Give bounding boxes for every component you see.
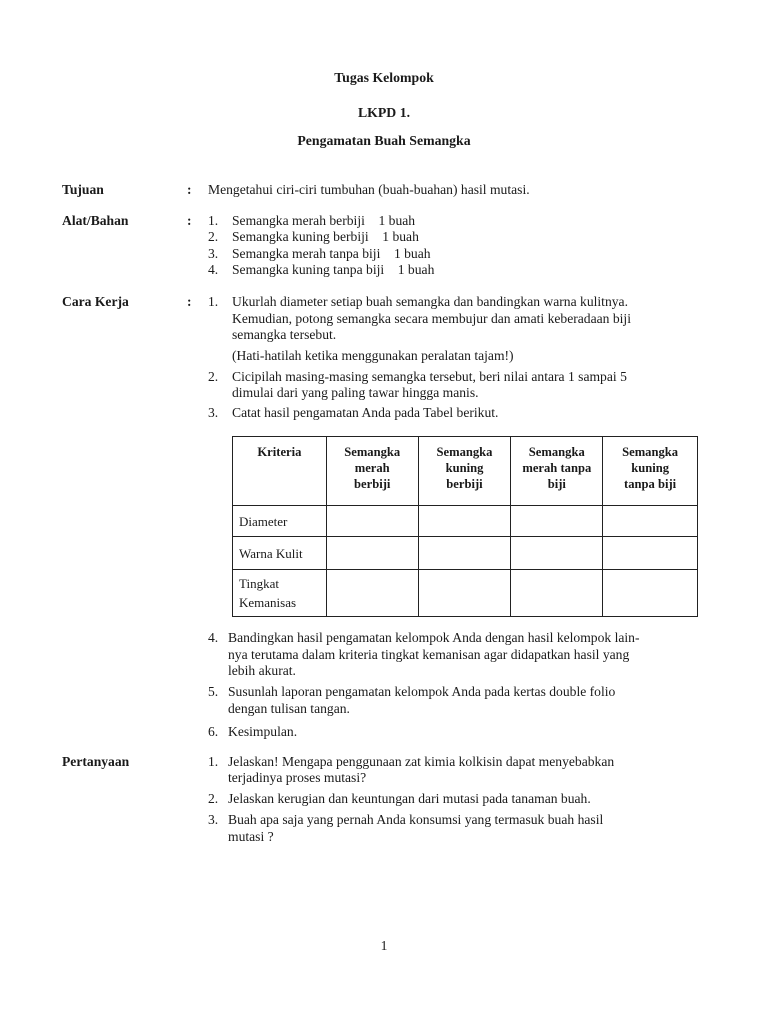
table-header-cell bbox=[326, 437, 418, 506]
list-item: Semangka merah berbiji 1 buah bbox=[232, 213, 416, 228]
header-text: Semangka bbox=[344, 445, 401, 459]
empty-cell bbox=[418, 506, 511, 537]
header-text: merah bbox=[354, 461, 390, 475]
tujuan-text: Mengetahui ciri-ciri tumbuhan (buah-buahan) hasil mutasi. bbox=[208, 182, 530, 197]
step-text: Cicipilah masing-masing semangka tersebut, beri nilai antara 1 sampai 5 bbox=[232, 369, 627, 384]
header-text: Semangka bbox=[622, 445, 679, 459]
empty-cell bbox=[603, 537, 698, 570]
empty-cell bbox=[326, 506, 418, 537]
step-text: Kemudian, potong semangka secara membujur dan amati keberadaan biji bbox=[232, 311, 631, 326]
step-number: 1. bbox=[208, 294, 219, 309]
empty-cell bbox=[511, 570, 603, 617]
step-text: Catat hasil pengamatan Anda pada Tabel berikut. bbox=[232, 405, 499, 420]
table-header-row bbox=[233, 437, 698, 506]
header-text: Semangka bbox=[528, 445, 585, 459]
step-text: Susunlah laporan pengamatan kelompok Anda pada kertas double folio bbox=[228, 684, 616, 699]
document-title: Tugas Kelompok bbox=[334, 70, 434, 85]
table-row bbox=[233, 506, 698, 537]
list-item-number: 3. bbox=[208, 246, 219, 261]
step-text: Kesimpulan. bbox=[228, 724, 298, 739]
header-text: kuning bbox=[445, 461, 484, 475]
empty-cell bbox=[418, 570, 511, 617]
step-text: Ukurlah diameter setiap buah semangka dan bandingkan warna kulitnya. bbox=[232, 294, 628, 309]
empty-cell bbox=[603, 570, 698, 617]
step-text: Bandingkan hasil pengamatan kelompok Anda dengan hasil kelompok lain- bbox=[228, 630, 640, 645]
question-number: 2. bbox=[208, 791, 219, 806]
empty-cell bbox=[418, 537, 511, 570]
safety-note: (Hati-hatilah ketika menggunakan peralatan tajam!) bbox=[232, 348, 514, 363]
question-number: 3. bbox=[208, 812, 219, 827]
step-number: 3. bbox=[208, 405, 219, 420]
list-item: Semangka merah tanpa biji 1 buah bbox=[232, 246, 431, 261]
question-text: mutasi ? bbox=[228, 829, 274, 844]
question-number: 1. bbox=[208, 754, 219, 769]
alat-label: Alat/Bahan bbox=[62, 213, 129, 228]
table-header-cell bbox=[603, 437, 698, 506]
row-label-cell bbox=[233, 506, 327, 537]
list-item-number: 2. bbox=[208, 229, 219, 244]
cara-colon: : bbox=[187, 294, 192, 309]
header-text: Kriteria bbox=[257, 445, 302, 459]
tujuan-label: Tujuan bbox=[62, 182, 104, 197]
empty-cell bbox=[511, 537, 603, 570]
table-header-cell bbox=[233, 437, 327, 506]
table-header-cell bbox=[511, 437, 603, 506]
question-text: terjadinya proses mutasi? bbox=[228, 770, 367, 785]
observation-table bbox=[232, 436, 698, 617]
document-subtitle: LKPD 1. bbox=[357, 105, 411, 120]
question-text: Jelaskan kerugian dan keuntungan dari mutasi pada tanaman buah. bbox=[228, 791, 591, 806]
header-text: kuning bbox=[631, 461, 669, 475]
step-text: nya terutama dalam kriteria tingkat kemanisan agar didapatkan hasil yang bbox=[228, 647, 630, 662]
step-number: 2. bbox=[208, 369, 219, 384]
pertanyaan-label: Pertanyaan bbox=[62, 754, 130, 769]
alat-colon: : bbox=[187, 213, 192, 228]
table-row bbox=[233, 537, 698, 570]
row-label: Warna Kulit bbox=[239, 545, 303, 561]
header-text: merah tanpa bbox=[522, 461, 592, 475]
row-label-cell bbox=[233, 537, 327, 570]
tujuan-colon: : bbox=[187, 182, 192, 197]
header-text: biji bbox=[547, 477, 566, 491]
document-heading: Pengamatan Buah Semangka bbox=[297, 133, 471, 148]
question-text: Jelaskan! Mengapa penggunaan zat kimia kolkisin dapat menyebabkan bbox=[228, 754, 615, 769]
step-number: 6. bbox=[208, 724, 219, 739]
list-item-number: 1. bbox=[208, 213, 219, 228]
empty-cell bbox=[326, 537, 418, 570]
header-text: berbiji bbox=[354, 477, 391, 491]
header-text: Semangka bbox=[436, 445, 493, 459]
empty-cell bbox=[326, 570, 418, 617]
empty-cell bbox=[603, 506, 698, 537]
table-row bbox=[233, 570, 698, 617]
table-header-cell bbox=[418, 437, 511, 506]
row-label: Kemanisas bbox=[239, 595, 297, 610]
step-text: lebih akurat. bbox=[228, 663, 296, 678]
step-text: dimulai dari yang paling tawar hingga manis. bbox=[232, 385, 479, 400]
header-text: berbiji bbox=[446, 477, 483, 491]
row-label: Tingkat bbox=[239, 576, 279, 591]
step-number: 4. bbox=[208, 630, 219, 645]
row-label: Diameter bbox=[239, 513, 288, 529]
cara-label: Cara Kerja bbox=[62, 294, 129, 309]
header-text: tanpa biji bbox=[624, 477, 677, 491]
row-label-cell bbox=[233, 570, 327, 617]
step-text: semangka tersebut. bbox=[232, 327, 337, 342]
page-number: 1 bbox=[380, 938, 388, 953]
empty-cell bbox=[511, 506, 603, 537]
list-item: Semangka kuning berbiji 1 buah bbox=[232, 229, 419, 244]
step-number: 5. bbox=[208, 684, 219, 699]
step-text: dengan tulisan tangan. bbox=[228, 701, 350, 716]
question-text: Buah apa saja yang pernah Anda konsumsi yang termasuk buah hasil bbox=[228, 812, 604, 827]
list-item-number: 4. bbox=[208, 262, 219, 277]
list-item: Semangka kuning tanpa biji 1 buah bbox=[232, 262, 435, 277]
